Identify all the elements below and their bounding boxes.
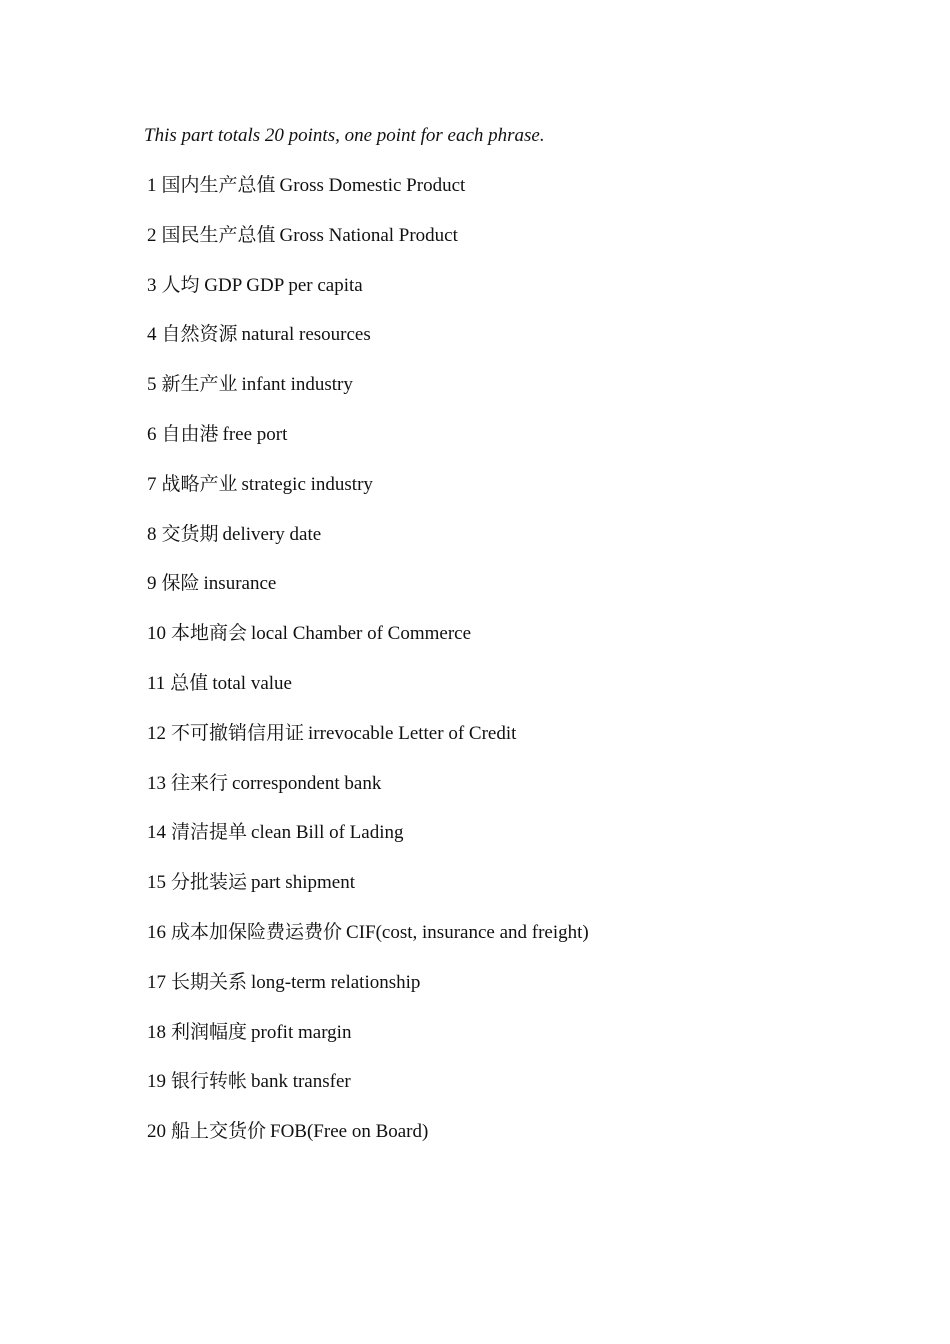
list-item	[147, 572, 589, 622]
english-term: CIF(cost, insurance and freight)	[346, 921, 589, 943]
english-term: part shipment	[251, 872, 355, 894]
english-term: long-term relationship	[251, 971, 421, 993]
list-item	[147, 672, 589, 722]
chinese-term: 不可撤销信用证	[171, 722, 305, 744]
english-term: FOB(Free on Board)	[270, 1121, 429, 1143]
english-term: Gross National Product	[279, 224, 458, 246]
list-item	[147, 821, 589, 871]
chinese-term: 往来行	[171, 772, 229, 794]
english-term: infant industry	[241, 374, 353, 396]
english-term: insurance	[203, 573, 277, 595]
english-term: bank transfer	[251, 1071, 351, 1093]
list-item	[147, 772, 589, 822]
chinese-term: 战略产业	[161, 473, 238, 495]
item-number: 7	[147, 473, 157, 495]
item-number: 6	[147, 423, 157, 445]
item-number: 13	[147, 772, 166, 794]
item-number: 2	[147, 224, 157, 246]
english-term: GDP per capita	[246, 274, 363, 296]
chinese-term: 清洁提单	[171, 822, 248, 844]
list-item	[147, 1021, 589, 1071]
list-item	[147, 622, 589, 672]
english-term: correspondent bank	[232, 772, 382, 794]
item-number: 19	[147, 1071, 166, 1093]
item-number: 8	[147, 523, 157, 545]
item-number: 1	[147, 175, 157, 196]
list-item	[147, 473, 589, 523]
english-term: natural resources	[241, 324, 371, 346]
item-number: 17	[147, 971, 166, 993]
item-number: 14	[147, 822, 166, 844]
english-term: total value	[212, 672, 292, 694]
list-item	[147, 1070, 589, 1120]
english-term: Gross Domestic Product	[279, 175, 466, 196]
list-item	[147, 871, 589, 921]
list-item	[147, 423, 589, 473]
chinese-term: 总值	[170, 672, 209, 694]
item-number: 11	[147, 672, 166, 694]
english-term: delivery date	[222, 523, 322, 545]
chinese-term: 船上交货价	[171, 1121, 267, 1143]
chinese-term: 自由港	[161, 423, 219, 445]
chinese-term: 长期关系	[171, 971, 248, 993]
list-item	[147, 921, 589, 971]
item-number: 5	[147, 374, 157, 396]
item-number: 18	[147, 1021, 166, 1043]
chinese-term: 交货期	[161, 523, 219, 545]
chinese-term: 人均 GDP	[161, 274, 243, 296]
english-term: local Chamber of Commerce	[251, 623, 472, 645]
chinese-term: 成本加保险费运费价	[171, 921, 343, 943]
english-term: irrevocable Letter of Credit	[308, 722, 517, 744]
list-item	[147, 373, 589, 423]
item-number: 12	[147, 722, 166, 744]
chinese-term: 本地商会	[171, 623, 248, 645]
chinese-term: 新生产业	[161, 374, 238, 396]
phrase-list	[147, 174, 589, 1170]
list-item	[147, 323, 589, 373]
list-item	[147, 523, 589, 573]
list-item	[147, 224, 589, 274]
item-number: 3	[147, 274, 157, 296]
chinese-term: 银行转帐	[171, 1071, 248, 1093]
list-item	[147, 274, 589, 324]
chinese-term: 利润幅度	[171, 1021, 248, 1043]
chinese-term: 保险	[161, 573, 200, 595]
list-item	[147, 174, 589, 224]
list-item	[147, 722, 589, 772]
chinese-term: 国民生产总值	[161, 224, 276, 246]
chinese-term: 自然资源	[161, 324, 238, 346]
list-item	[147, 971, 589, 1021]
english-term: clean Bill of Lading	[251, 822, 404, 844]
instructions-text: This part totals 20 points, one point for each phrase.	[144, 125, 545, 146]
chinese-term: 国内生产总值	[161, 175, 276, 196]
item-number: 9	[147, 573, 157, 595]
item-number: 10	[147, 623, 166, 645]
item-number: 16	[147, 921, 166, 943]
item-number: 15	[147, 872, 166, 894]
list-item	[147, 1120, 589, 1170]
item-number: 20	[147, 1121, 166, 1143]
chinese-term: 分批装运	[171, 872, 248, 894]
english-term: profit margin	[251, 1021, 352, 1043]
english-term: free port	[222, 423, 288, 445]
english-term: strategic industry	[241, 473, 373, 495]
item-number: 4	[147, 324, 157, 346]
